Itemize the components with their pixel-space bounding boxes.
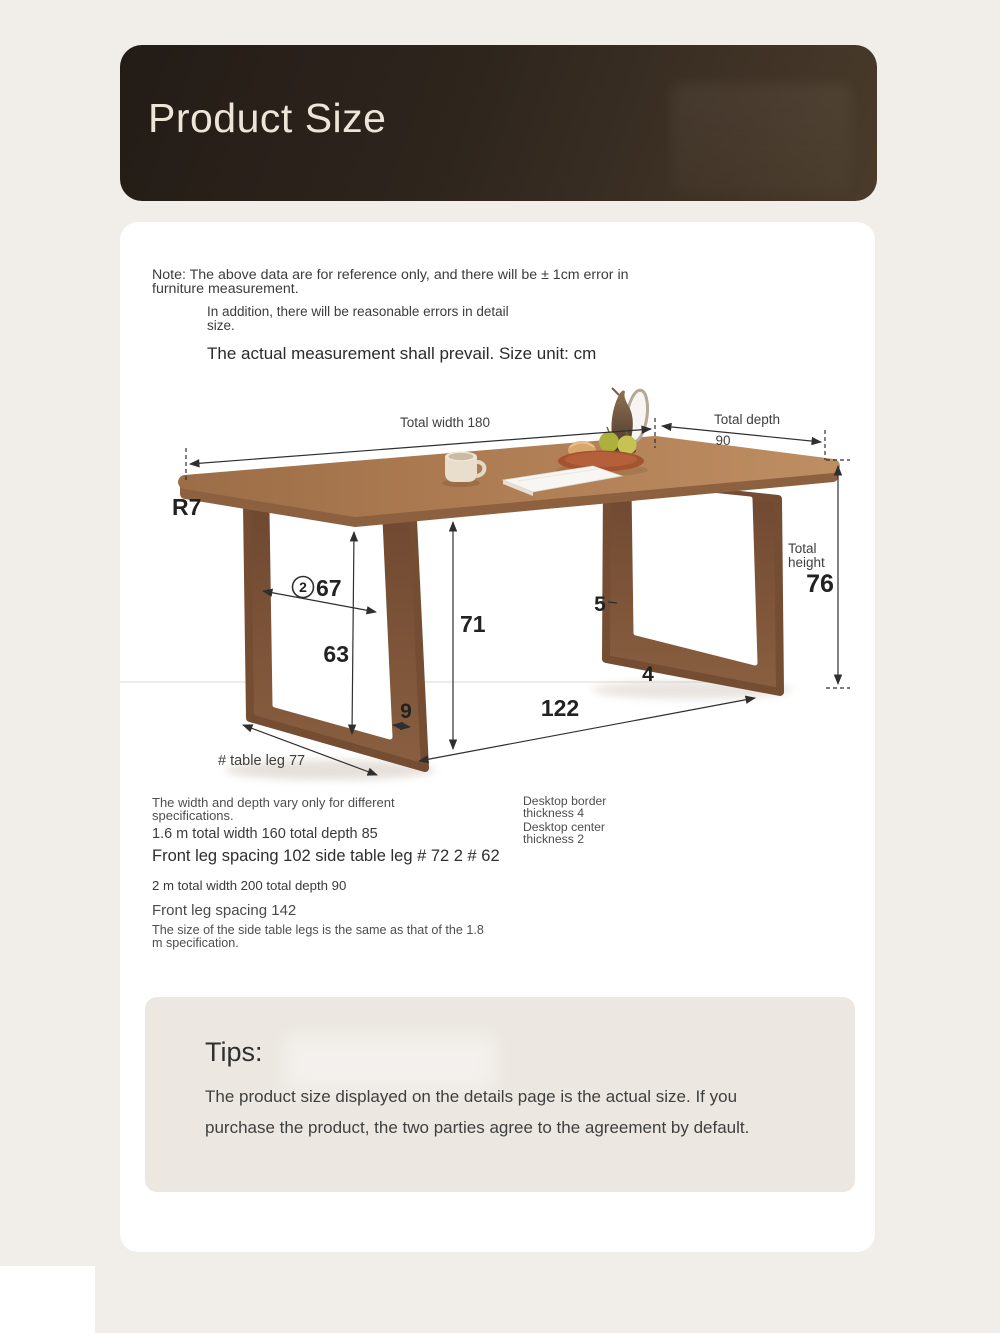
content-card bbox=[120, 222, 875, 1252]
label-runner-thickness: 4 bbox=[642, 663, 654, 686]
label-total-depth: Total depth bbox=[713, 412, 781, 427]
label-total-width: Total width 180 bbox=[399, 415, 491, 430]
note-detail-errors: In addition, there will be reasonable errors in detail size. bbox=[207, 304, 509, 333]
tips-title: Tips: bbox=[205, 1037, 263, 1067]
spec-1-6m: 1.6 m total width 160 total depth 85 bbox=[152, 826, 378, 842]
tips-card bbox=[145, 997, 855, 1192]
dim-leg-spacing bbox=[419, 695, 755, 761]
label-height-word2: height bbox=[788, 555, 825, 570]
tips-body: The product size displayed on the details page is the actual size. If you purchase the product, the two parties agree to the agreement by default. bbox=[205, 1087, 750, 1137]
label-leg-spacing: 122 bbox=[540, 695, 580, 721]
spec-side-leg-note: The size of the side table legs is the same as that of the 1.8 m specification. bbox=[152, 923, 484, 950]
spec-front-leg-142: Front leg spacing 142 bbox=[152, 902, 297, 919]
label-table-leg: # table leg 77 bbox=[218, 753, 306, 769]
label-total-height-value: 76 bbox=[806, 570, 834, 598]
size-diagram bbox=[120, 380, 875, 800]
section-header bbox=[120, 45, 877, 201]
next-section-peek bbox=[0, 1266, 95, 1333]
table-right-leg bbox=[606, 481, 780, 692]
note-reference: Note: The above data are for reference only, and there will be ± 1cm error in furniture measurement. bbox=[152, 267, 629, 297]
label-inner-width: 67 bbox=[316, 575, 342, 601]
label-foot-width: 9 bbox=[400, 700, 412, 723]
spec-2m: 2 m total width 200 total depth 90 bbox=[152, 878, 347, 893]
page-title: Product Size bbox=[148, 95, 387, 141]
label-corner-radius: R7 bbox=[172, 494, 202, 520]
spec-center-thickness: Desktop center thickness 2 bbox=[523, 820, 605, 846]
note-size-unit: The actual measurement shall prevail. Size unit: cm bbox=[207, 344, 597, 363]
label-floor-to-top: 71 bbox=[460, 611, 486, 637]
dim-total-height bbox=[788, 460, 850, 688]
dim-floor-to-top bbox=[453, 522, 486, 749]
label-inner-height: 63 bbox=[323, 641, 349, 667]
spec-front-leg-102: Front leg spacing 102 side table leg # 72 2 # 62 bbox=[152, 847, 500, 865]
spec-border-thickness: Desktop border thickness 4 bbox=[523, 794, 607, 820]
label-height-word1: Total bbox=[788, 541, 817, 556]
table-left-leg bbox=[247, 505, 425, 768]
spec-vary-note: The width and depth vary only for different specifications. bbox=[152, 795, 395, 823]
label-depth-value: 90 bbox=[715, 433, 731, 448]
label-post-thickness: 5 bbox=[594, 593, 606, 616]
label-inner-width-circle: 2 bbox=[299, 579, 307, 595]
brand-watermark bbox=[671, 83, 851, 193]
